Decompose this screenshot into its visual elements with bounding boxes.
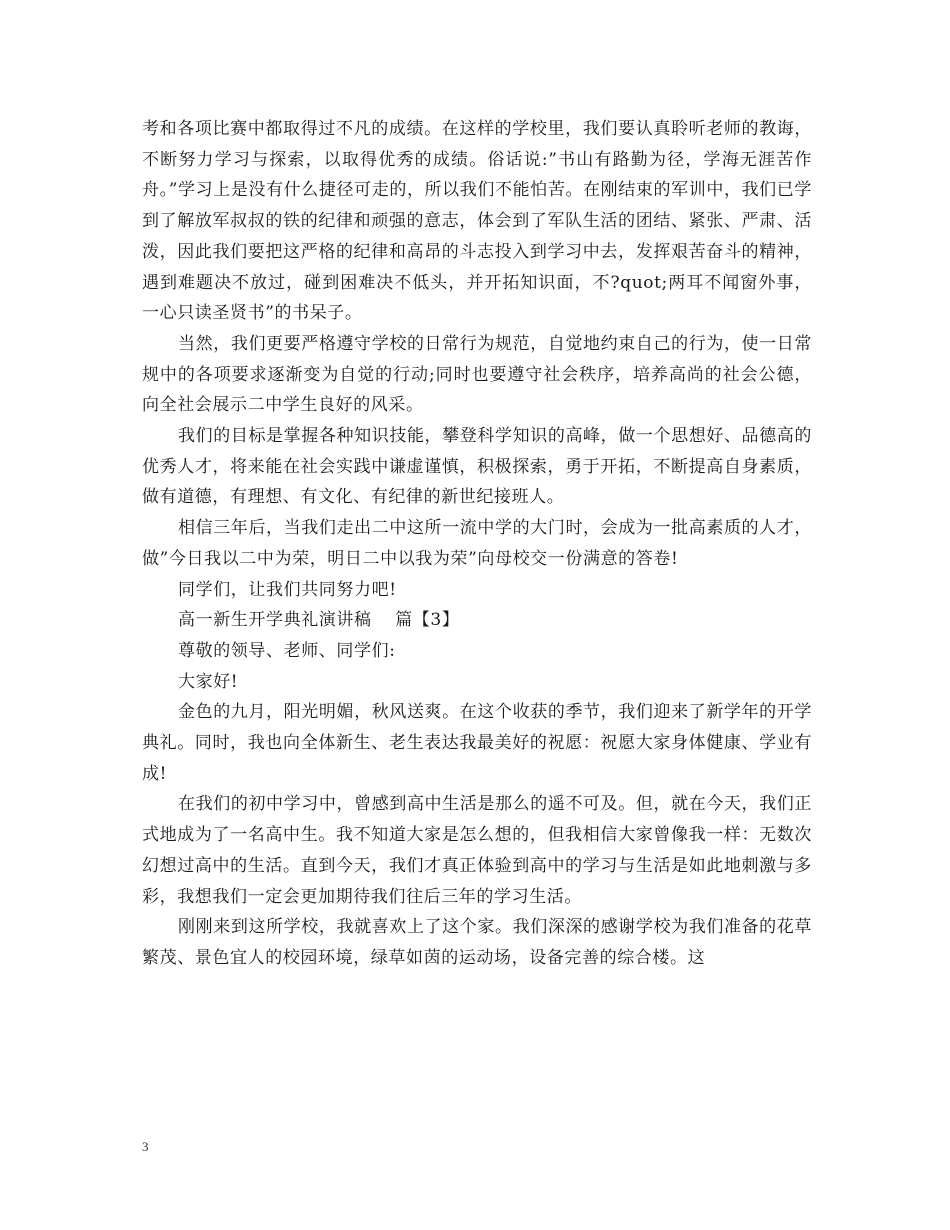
paragraph: 刚刚来到这所学校，我就喜欢上了这个家。我们深深的感谢学校为我们准备的花草繁茂、景色宜人的校园环境，绿草如茵的运动场，设备完善的综合楼。这 (142, 917, 812, 968)
paragraph: 在我们的初中学习中，曾感到高中生活是那么的遥不可及。但，就在今天，我们正式地成为了一名高中生。我不知道大家是怎么想的，但我相信大家曾像我一样：无数次幻想过高中的生活。直到今天，我们才真正体验到高中的学习与生活是如此地刺激与多彩，我想我们一定会更加期待我们往后三年的学习生活。 (142, 794, 812, 907)
paragraph: 我们的目标是掌握各种知识技能，攀登科学知识的高峰，做一个思想好、品德高的优秀人才，将来能在社会实践中谦虚谨慎，积极探索，勇于开拓，不断提高自身素质，做有道德，有理想、有文化、有纪律的新世纪接班人。 (142, 426, 812, 508)
paragraph: 当然，我们更要严格遵守学校的日常行为规范，自觉地约束自己的行为，使一日常规中的各项要求逐渐变为自觉的行动;同时也要遵守社会秩序，培养高尚的社会公德，向全社会展示二中学生良好的风采。 (142, 333, 812, 416)
document-body (142, 114, 812, 974)
paragraph: 同学们，让我们共同努力吧! (178, 579, 397, 600)
paragraph: 金色的九月，阳光明媚，秋风送爽。在这个收获的季节，我们迎来了新学年的开学典礼。同时，我也向全体新生、老生表达我最美好的祝愿：祝愿大家身体健康、学业有成! (142, 702, 812, 784)
section-heading: 高一新生开学典礼演讲稿 篇【3】 (178, 610, 460, 631)
greeting: 大家好! (178, 671, 239, 692)
page-number: 3 (142, 1139, 149, 1154)
paragraph: 考和各项比赛中都取得过不凡的成绩。在这样的学校里，我们要认真聆听老师的教诲，不断努力学习与探索，以取得优秀的成绩。俗话说:”书山有路勤为径，学海无涯苦作舟。”学习上是没有什么捷径可走的，所以我们不能怕苦。在刚结束的军训中，我们已学到了解放军叔叔的铁的纪律和顽强的意志，体会到了军队生活的团结、紧张、严肃、活泼，因此我们要把这严格的纪律和高昂的斗志投入到学习中去，发挥艰苦奋斗的精神，遇到难题决不放过，碰到困难决不低头，并开拓知识面，不?quot;两耳不闻窗外事，一心只读圣贤书”的书呆子。 (142, 119, 812, 324)
paragraph: 相信三年后，当我们走出二中这所一流中学的大门时，会成为一批高素质的人才，做”今日我以二中为荣，明日二中以我为荣”向母校交一份满意的答卷! (142, 518, 812, 569)
salutation: 尊敬的领导、老师、同学们: (178, 640, 396, 661)
